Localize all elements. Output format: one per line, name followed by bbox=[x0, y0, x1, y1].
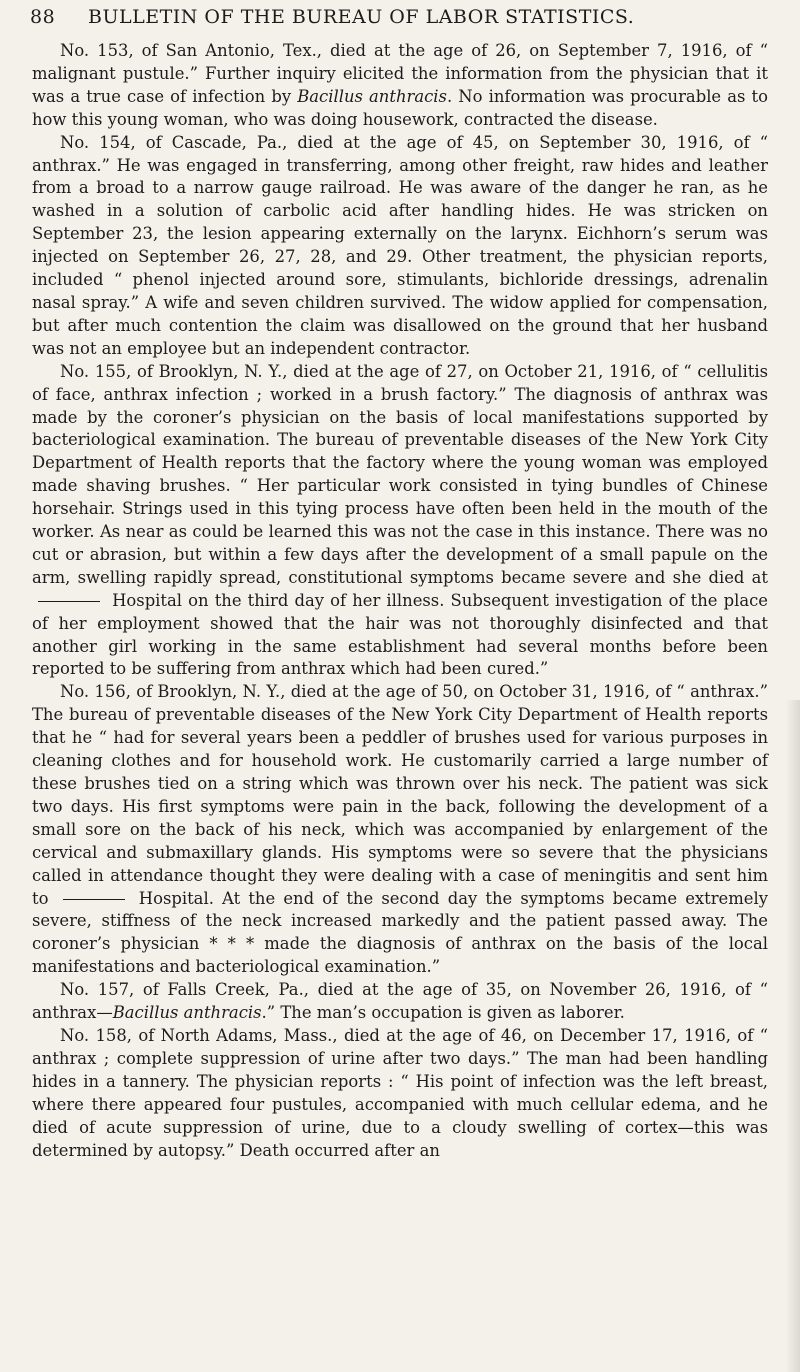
redacted-name-rule bbox=[63, 899, 125, 900]
text-run: No. 158, of North Adams, Mass., died at the age of 46, on December 17, 1916, of “ anthrax ; complete suppression of urine after two days.” The man had been handling hides in a tannery. The physician reports : “ His point of infection was the left breast, where there appeared four pustules, accompanied with much cellular edema, and he died of acute suppression of urine, due to a cloudy swelling of cortex—this was determined by autopsy.” Death occurred after an bbox=[32, 1025, 768, 1160]
text-run: No. 153, of San Antonio, Tex., died at the age of 26, on September 7, 1916, of “ malignant pustule.” Further inquiry elicited the information from the physician that it was a true case of infection by bbox=[32, 41, 768, 106]
body-text bbox=[32, 40, 768, 1162]
paragraph bbox=[32, 40, 768, 132]
paragraph bbox=[32, 979, 768, 1025]
page-edge-shadow bbox=[786, 700, 800, 1372]
text-run: No. 156, of Brooklyn, N. Y., died at the age of 50, on October 31, 1916, of “ anthrax.” The bureau of preventable diseases of the New York City Department of Health reports that he “ had for several years been a peddler of brushes used for various purposes in cleaning clothes and for household work. He customarily carried a large number of these brushes tied on a string which was thrown over his neck. The patient was sick two days. His first symptoms were pain in the back, following the development of a small sore on the back of his neck, which was accompanied by enlargement of the cervical and submaxillary glands. His symptoms were so severe that the physicians called in attendance thought they were dealing with a case of meningitis and sent him to bbox=[32, 682, 768, 908]
paragraph bbox=[32, 361, 768, 682]
paragraph bbox=[32, 132, 768, 361]
text-run: No. 157, of Falls Creek, Pa., died at the age of 35, on November 26, 1916, of “ anthrax— bbox=[32, 980, 768, 1023]
text-run: No. 154, of Cascade, Pa., died at the age of 45, on September 30, 1916, of “ anthrax.” He was engaged in transferring, among other freight, raw hides and leather from a broad to a narrow gauge railroad. He was aware of the danger he ran, as he washed in a solution of carbolic acid after handling hides. He was stricken on September 23, the lesion appearing externally on the larynx. Eichhorn’s serum was injected on September 26, 27, 28, and 29. Other treatment, the physician reports, included “ phenol injected around sore, stimulants, bichloride dressings, adrenalin nasal spray.” A wife and seven children survived. The widow applied for compensation, but after much contention the claim was disallowed on the ground that her husband was not an employee but an independent contractor. bbox=[32, 132, 768, 358]
italic-term: Bacillus anthracis bbox=[297, 86, 447, 106]
running-header bbox=[30, 6, 770, 30]
italic-term: Bacillus anthracis bbox=[112, 1003, 262, 1023]
redacted-name-rule bbox=[38, 601, 100, 602]
text-run: .” The man’s occupation is given as laborer. bbox=[261, 1003, 625, 1023]
text-run: Hospital on the third day of her illness. Subsequent investigation of the place of her employment showed that the hair was not thoroughly disinfected and that another girl working in the same establishment had several months before been reported to be suffering from anthrax which had been cured.” bbox=[32, 590, 768, 679]
running-title: BULLETIN OF THE BUREAU OF LABOR STATISTICS. bbox=[88, 6, 635, 28]
text-run: No. 155, of Brooklyn, N. Y., died at the age of 27, on October 21, 1916, of “ cellulitis of face, anthrax infection ; worked in a brush factory.” The diagnosis of anthrax was made by the coroner’s physician on the basis of local manifestations supported by bacteriological examination. The bureau of preventable diseases of the New York City Department of Health reports that the factory where the young woman was employed made shaving brushes. “ Her particular work consisted in tying bundles of Chinese horsehair. Strings used in this tying process have often been held in the mouth of the worker. As near as could be learned this was not the case in this instance. There was no cut or abrasion, but within a few days after the development of a small papule on the arm, swelling rapidly spread, constitutional symptoms became severe and she died at bbox=[32, 361, 768, 587]
text-run: Hospital. At the end of the second day the symptoms became extremely severe, stiffness of the neck increased markedly and the patient passed away. The coroner’s physician * * * made the diagnosis of anthrax on the basis of the local manifestations and bacteriological examination.” bbox=[32, 888, 769, 977]
text-run: . No information was procurable as to how this young woman, who was doing housework, contracted the disease. bbox=[32, 86, 769, 129]
page-number: 88 bbox=[30, 6, 56, 28]
paragraph bbox=[32, 1025, 768, 1162]
paragraph bbox=[32, 681, 768, 979]
